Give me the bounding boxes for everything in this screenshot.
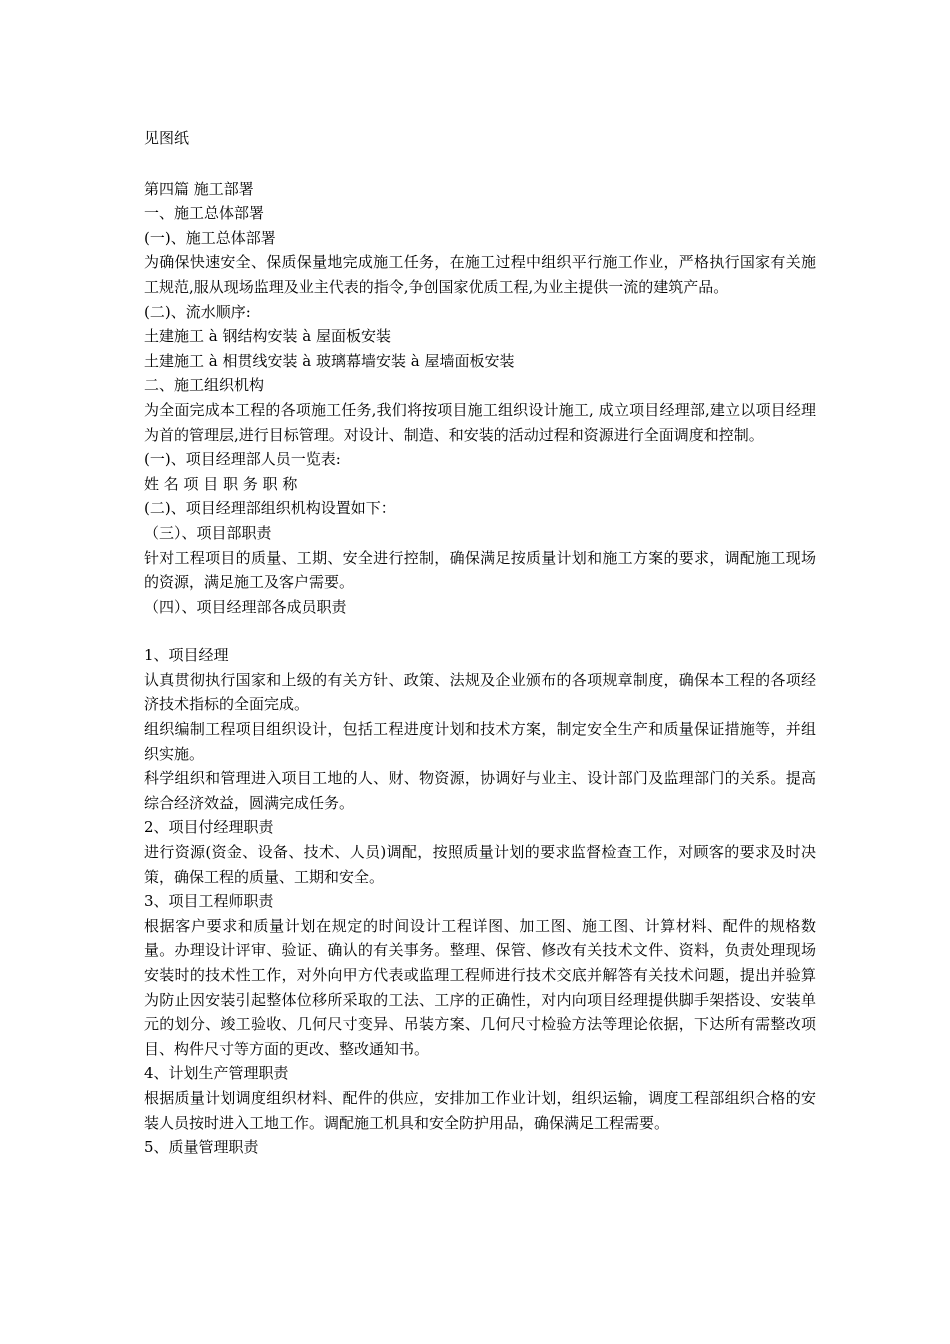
role-heading-project-manager: 1、项目经理 xyxy=(144,646,229,665)
paragraph-pm-duty-1: 认真贯彻执行国家和上级的有关方针、政策、法规及企业颁布的各项规章制度，确保本工程的各项经济技术指标的全面完成。 xyxy=(144,670,816,714)
section-heading-2: 二、施工组织机构 xyxy=(144,376,265,395)
spacer xyxy=(144,619,816,643)
paragraph-engineer-duty: 根据客户要求和质量计划在规定的时间设计工程详图、加工图、施工图、计算材料、配件的规格数量。办理设计评审、验证、确认的有关事务。整理、保管、修改有关技术文件、资料，负责处理现场安装时的技术性工作，对外向甲方代表或监理工程师进行技术交底并解答有关技术问题，提出并验算为防止因安装引起整体位移所采取的工法、工序的正确性，对内向项目经理提供脚手架搭设、安装单元的划分、竣工验收、几何尺寸变异、吊装方案、几何尺寸检验方法等理论依据，下达所有需整改项目、构件尺寸等方面的更改、整改通知书。 xyxy=(144,916,816,1058)
subsection-heading-1-1: (一)、施工总体部署 xyxy=(144,228,276,247)
role-heading-deputy-manager: 2、项目付经理职责 xyxy=(144,818,274,837)
flow-sequence-2: 土建施工 à 相贯线安装 à 玻璃幕墙安装 à 屋墙面板安装 xyxy=(144,351,515,370)
paragraph-deputy-duty: 进行资源(资金、设备、技术、人员)调配，按照质量计划的要求监督检查工作，对顾客的要求及时决策，确保工程的质量、工期和安全。 xyxy=(144,843,816,886)
section-heading-1: 一、施工总体部署 xyxy=(144,204,265,223)
role-heading-production-planning: 4、计划生产管理职责 xyxy=(144,1064,289,1083)
see-drawings-line: 见图纸 xyxy=(144,129,190,147)
staff-table-header: 姓 名 项 目 职 务 职 称 xyxy=(144,474,298,493)
paragraph-organization: 为全面完成本工程的各项施工任务,我们将按项目施工组织设计施工, 成立项目经理部,建立以项目经理为首的管理层,进行目标管理。对设计、制造、和安装的活动过程和资源进行全面调度和控制。 xyxy=(144,400,816,444)
flow-sequence-1: 土建施工 à 钢结构安装 à 屋面板安装 xyxy=(144,327,391,346)
subsection-heading-1-2: (二)、流水顺序: xyxy=(144,302,251,321)
role-heading-quality-management: 5、质量管理职责 xyxy=(144,1138,259,1157)
subsection-heading-2-1: (一)、项目经理部人员一览表: xyxy=(144,450,341,469)
paragraph-pm-duty-2: 组织编制工程项目组织设计，包括工程进度计划和技术方案，制定安全生产和质量保证措施等，并组织实施。 xyxy=(144,720,816,763)
role-heading-project-engineer: 3、项目工程师职责 xyxy=(144,892,274,911)
document-body xyxy=(144,126,816,1160)
subsection-heading-2-2: (二)、项目经理部组织机构设置如下： xyxy=(144,499,396,518)
spacer xyxy=(144,151,816,177)
paragraph-overall-deployment: 为确保快速安全、保质保量地完成施工任务，在施工过程中组织平行施工作业，严格执行国家有关施工规范,服从现场监理及业主代表的指令,争创国家优质工程,为业主提供一流的建筑产品。 xyxy=(144,253,816,296)
subsection-heading-2-4: （四）、项目经理部各成员职责 xyxy=(144,597,347,616)
paragraph-department-duties: 针对工程项目的质量、工期、安全进行控制，确保满足按质量计划和施工方案的要求，调配施工现场的资源，满足施工及客户需要。 xyxy=(144,548,816,592)
paragraph-production-duty: 根据质量计划调度组织材料、配件的供应，安排加工作业计划，组织运输，调度工程部组织合格的安装人员按时进入工地工作。调配施工机具和安全防护用品，确保满足工程需要。 xyxy=(144,1088,816,1132)
paragraph-pm-duty-3: 科学组织和管理进入项目工地的人、财、物资源，协调好与业主、设计部门及监理部门的关系。提高综合经济效益，圆满完成任务。 xyxy=(144,769,816,812)
chapter-heading: 第四篇 施工部署 xyxy=(144,179,254,198)
subsection-heading-2-3: （三）、项目部职责 xyxy=(144,523,272,542)
